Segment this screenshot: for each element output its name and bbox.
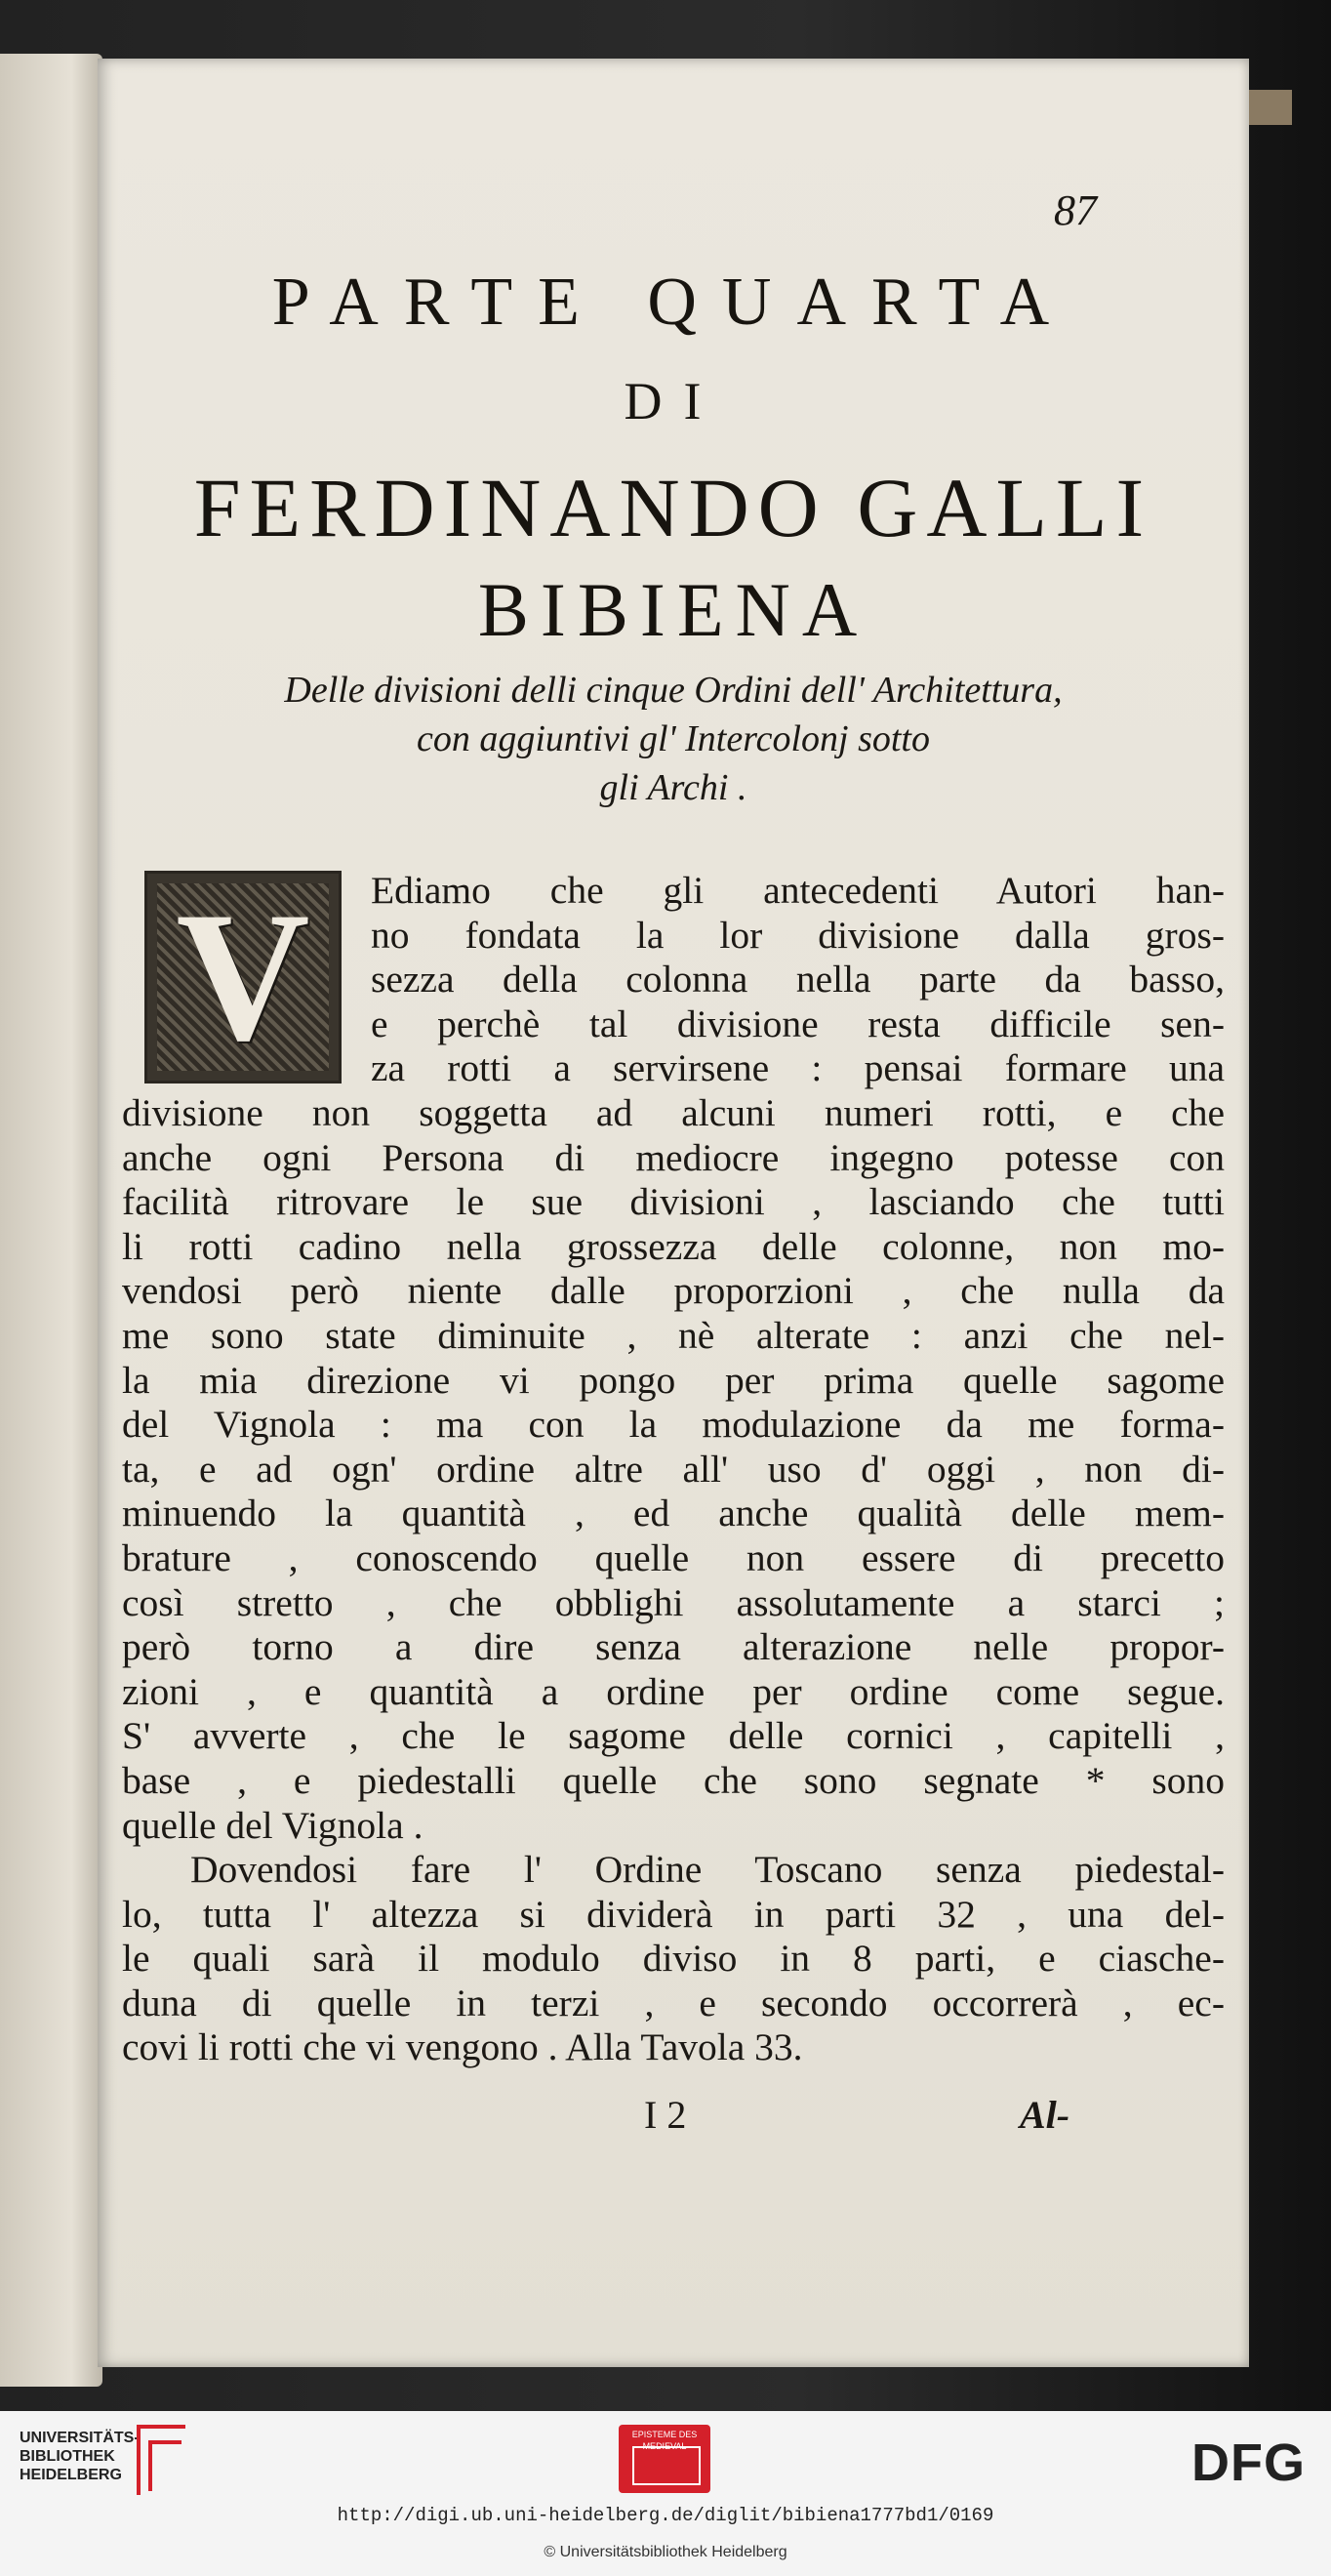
body-line: però torno a dire senza alterazione nelle propor- [122,1625,1225,1669]
body-line: così stretto , che obblighi assolutamente a starci ; [122,1580,1225,1624]
body-line: quelle del Vignola . [122,1803,424,1847]
dropcap-letter: V [176,875,310,1080]
body-line: vendosi però niente dalle proporzioni , che nulla da [122,1269,1225,1313]
body-line: divisione non soggetta ad alcuni numeri rotti, e che [122,1091,1225,1134]
page-number: 87 [1054,186,1097,234]
project-logo-emblem [632,2446,701,2485]
body-line: ta, e ad ogn' ordine altre all' uso d' oggi , non di- [122,1447,1225,1491]
permalink-url[interactable]: http://digi.ub.uni-heidelberg.de/diglit/bibiena1777bd1/0169 [337,2505,994,2526]
project-logo-text: EPISTEME DES MEDIEVAL [631,2430,698,2451]
subtitle-line-1: Delle divisioni delli cinque Ordini dell' Architettura, [284,670,1063,711]
left-page-edge [0,54,102,2387]
body-line: li rotti cadino nella grossezza delle colonne, non mo- [122,1224,1225,1268]
body-line: brature , conoscendo quelle non essere di precetto [122,1535,1225,1579]
book-tab [1247,90,1292,125]
body-line: no fondata la lor divisione dalla gros- [371,913,1225,957]
title-line-1: PARTE QUARTA [271,265,1075,340]
title-line-2: DI [624,372,723,430]
book-page [98,59,1249,2367]
dfg-logo[interactable]: DFG [1191,2433,1306,2492]
body-line: zioni , e quantità a ordine per ordine come segue. [122,1669,1225,1713]
library-logo-text[interactable] [20,2429,140,2484]
catchword: Al- [1020,2093,1070,2137]
signature-mark: I 2 [644,2093,687,2137]
subtitle-line-3: gli Archi . [599,767,747,808]
title-line-3: FERDINANDO GALLI [193,461,1153,554]
library-name-line: BIBLIOTHEK [20,2448,115,2465]
body-line: za rotti a servirsene : pensai formare una [371,1046,1225,1090]
library-logo-icon-inner [148,2440,182,2491]
body-line: anche ogni Persona di mediocre ingegno potesse con [122,1135,1225,1179]
subtitle-line-2: con aggiuntivi gl' Intercolonj sotto [417,718,930,759]
body-line: lo, tutta l' altezza si dividerà in parti 32 , una del- [122,1892,1225,1936]
body-line: Dovendosi fare l' Ordine Toscano senza piedestal- [190,1848,1225,1892]
body-line: Ediamo che gli antecedenti Autori han- [371,869,1225,912]
library-name-line: UNIVERSITÄTS- [20,2430,140,2446]
body-line: me sono state diminuite , nè alterate : anzi che nel- [122,1313,1225,1357]
body-line: S' avverte , che le sagome delle cornici , capitelli , [122,1714,1225,1758]
title-line-4: BIBIENA [477,567,869,652]
body-line: e perchè tal divisione resta difficile sen- [371,1002,1225,1045]
body-text-main [122,1091,1225,2070]
body-line: del Vignola : ma con la modulazione da me forma- [122,1403,1225,1447]
viewer-footer [0,2411,1331,2576]
body-line: covi li rotti che vi vengono . Alla Tavola 33. [122,2025,803,2069]
project-logo[interactable] [619,2425,710,2493]
body-line: le quali sarà il modulo diviso in 8 parti, e ciasche- [122,1937,1225,1981]
body-line: minuendo la quantità , ed anche qualità delle mem- [122,1492,1225,1535]
body-line: duna di quelle in terzi , e secondo occorrerà , ec- [122,1981,1225,2024]
body-line: base , e piedestalli quelle che sono segnate * sono [122,1758,1225,1802]
library-name-line: HEIDELBERG [20,2467,122,2483]
body-line: la mia direzione vi pongo per prima quelle sagome [122,1358,1225,1402]
copyright-notice: © Universitätsbibliothek Heidelberg [544,2544,787,2560]
body-line: facilità ritrovare le sue divisioni , lasciando che tutti [122,1180,1225,1224]
body-line: sezza della colonna nella parte da basso, [371,958,1225,1002]
body-text-indented [122,869,1225,1091]
